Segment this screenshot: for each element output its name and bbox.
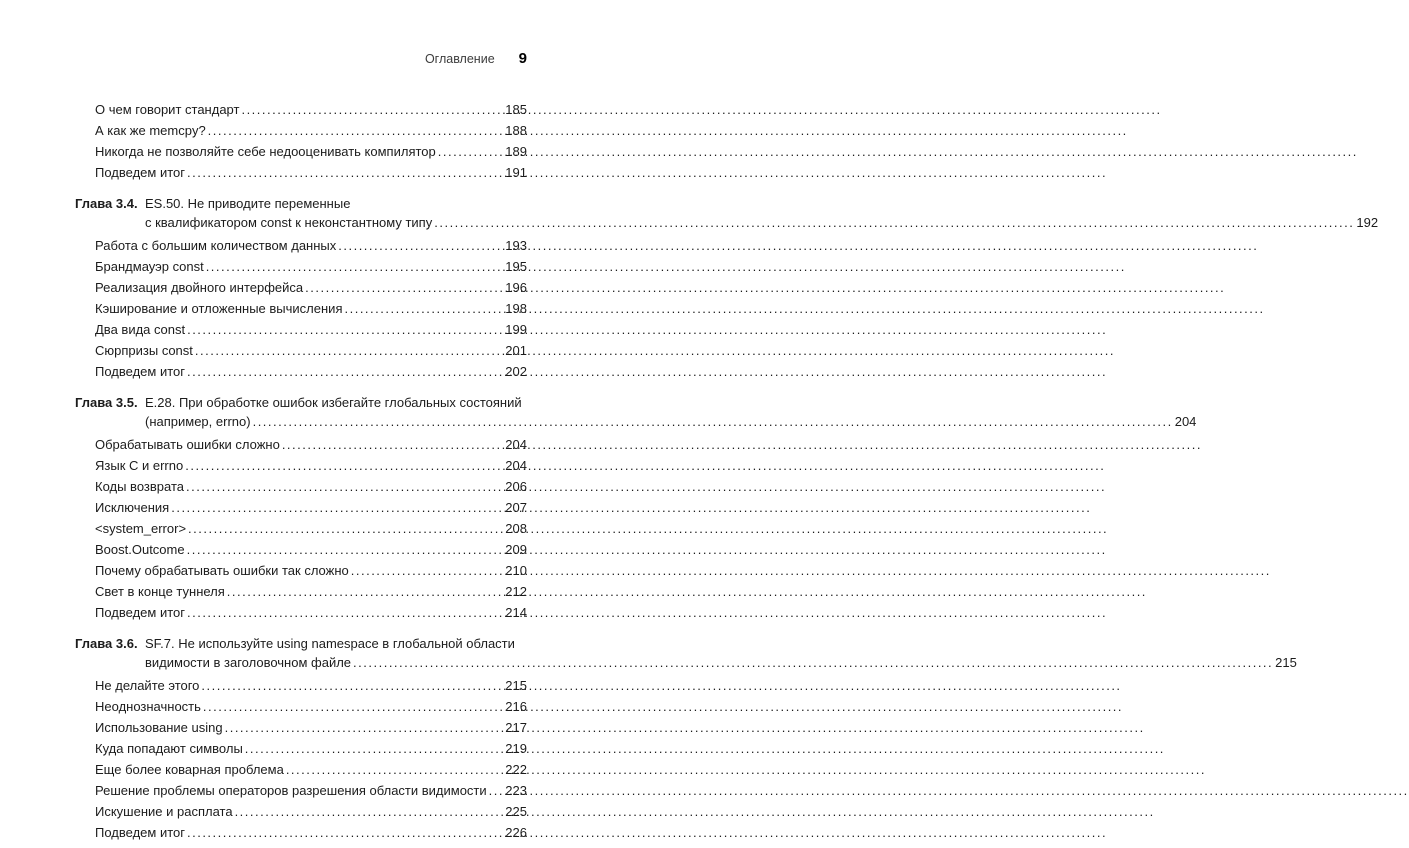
chapter-heading bbox=[75, 194, 1379, 232]
toc-entry bbox=[75, 539, 527, 560]
dot-leader bbox=[206, 256, 504, 277]
chapter-title bbox=[145, 393, 1196, 431]
entry-title: Boost.Outcome bbox=[95, 542, 185, 557]
header-title: Оглавление bbox=[424, 52, 495, 66]
entry-title: Подведем итог bbox=[95, 825, 185, 840]
entry-title: Не делайте этого bbox=[95, 678, 200, 693]
chapter-title-line-with-page bbox=[145, 653, 1297, 672]
chapter-heading bbox=[75, 634, 1297, 672]
entry-page-number: 195 bbox=[505, 259, 527, 274]
dot-leader bbox=[344, 298, 503, 319]
entry-title: Реализация двойного интерфейса bbox=[95, 280, 304, 295]
page-header bbox=[75, 50, 527, 67]
chapter-title-line-with-page bbox=[145, 213, 1378, 232]
entry-title: О чем говорит стандарт bbox=[95, 102, 240, 117]
toc-entry bbox=[75, 120, 527, 141]
dot-leader bbox=[195, 340, 503, 361]
entry-title: <system_error> bbox=[95, 521, 187, 536]
dot-leader bbox=[351, 560, 504, 581]
chapter-page-number: 204 bbox=[1174, 414, 1197, 429]
entry-page-number: 217 bbox=[505, 720, 527, 735]
toc-entry bbox=[75, 434, 527, 455]
dot-leader bbox=[186, 476, 503, 497]
chapter-title-text: ES.50. Не приводите переменные bbox=[145, 196, 351, 211]
dot-leader bbox=[305, 277, 503, 298]
toc-list bbox=[75, 99, 1379, 843]
entry-title: Коды возврата bbox=[95, 479, 184, 494]
entry-title: Еще более коварная проблема bbox=[95, 762, 284, 777]
chapter-page-number: 192 bbox=[1356, 215, 1379, 230]
entry-page-number: 198 bbox=[505, 301, 527, 316]
entry-title: Неоднозначность bbox=[95, 699, 201, 714]
dot-leader bbox=[241, 99, 503, 120]
toc-entry bbox=[75, 822, 527, 843]
entry-page-number: 207 bbox=[505, 500, 527, 515]
dot-leader bbox=[245, 738, 504, 759]
chapter-label: Глава 3.4. bbox=[75, 196, 138, 211]
entry-title: Никогда не позволяйте себе недооценивать компилятор bbox=[95, 144, 436, 159]
toc-entry bbox=[75, 235, 527, 256]
dot-leader bbox=[434, 213, 1354, 232]
dot-leader bbox=[188, 518, 503, 539]
entry-title: Куда попадают символы bbox=[95, 741, 243, 756]
dot-leader bbox=[208, 120, 504, 141]
entry-page-number: 223 bbox=[505, 783, 527, 798]
entry-page-number: 216 bbox=[505, 699, 527, 714]
header-page-number: 9 bbox=[518, 50, 527, 67]
chapter-page-number: 215 bbox=[1275, 655, 1297, 670]
entry-title: Свет в конце туннеля bbox=[95, 584, 225, 599]
dot-leader bbox=[438, 141, 504, 162]
entry-page-number: 206 bbox=[505, 479, 527, 494]
toc-entry bbox=[75, 738, 527, 759]
chapter-heading bbox=[75, 393, 1197, 431]
toc-entry bbox=[75, 581, 527, 602]
entry-title: Подведем итог bbox=[95, 364, 185, 379]
chapter-title-text: E.28. При обработке ошибок избегайте глобальных состояний bbox=[145, 395, 522, 410]
chapter-label: Глава 3.5. bbox=[75, 395, 138, 410]
entry-page-number: 210 bbox=[505, 563, 527, 578]
entry-title: Подведем итог bbox=[95, 605, 185, 620]
toc-entry bbox=[75, 298, 527, 319]
dot-leader bbox=[187, 319, 503, 340]
chapter-title bbox=[145, 194, 1378, 232]
entry-title: Искушение и расплата bbox=[95, 804, 233, 819]
toc-entry bbox=[75, 340, 527, 361]
toc-entry bbox=[75, 99, 527, 120]
chapter-title-text: видимости в заголовочном файле bbox=[145, 655, 352, 670]
entry-page-number: 199 bbox=[505, 322, 527, 337]
chapter-label: Глава 3.6. bbox=[75, 636, 138, 651]
entry-page-number: 208 bbox=[505, 521, 527, 536]
entry-title: Работа с большим количеством данных bbox=[95, 238, 337, 253]
dot-leader bbox=[187, 539, 504, 560]
chapter-title-text: с квалификатором const к неконстантному типу bbox=[145, 215, 433, 230]
toc-entry bbox=[75, 256, 527, 277]
entry-page-number: 214 bbox=[505, 605, 527, 620]
entry-page-number: 189 bbox=[505, 144, 527, 159]
toc-entry bbox=[75, 675, 527, 696]
dot-leader bbox=[187, 602, 503, 623]
dot-leader bbox=[253, 412, 1173, 431]
toc-entry bbox=[75, 602, 527, 623]
entry-title: Язык C и errno bbox=[95, 458, 184, 473]
entry-page-number: 204 bbox=[505, 458, 527, 473]
dot-leader bbox=[353, 653, 1273, 672]
entry-page-number: 212 bbox=[505, 584, 527, 599]
entry-page-number: 188 bbox=[505, 123, 527, 138]
chapter-title-text: SF.7. Не используйте using namespace в глобальной области bbox=[145, 636, 515, 651]
dot-leader bbox=[338, 235, 503, 256]
entry-page-number: 196 bbox=[505, 280, 527, 295]
entry-title: А как же memcpy? bbox=[95, 123, 206, 138]
entry-title: Два вида const bbox=[95, 322, 186, 337]
entry-title: Почему обрабатывать ошибки так сложно bbox=[95, 563, 349, 578]
toc-entry bbox=[75, 361, 527, 382]
toc-entry bbox=[75, 518, 527, 539]
toc-entry bbox=[75, 497, 527, 518]
dot-leader bbox=[489, 780, 504, 801]
entry-title: Кэширование и отложенные вычисления bbox=[95, 301, 343, 316]
chapter-title-line-with-page bbox=[145, 412, 1196, 431]
dot-leader bbox=[286, 759, 503, 780]
toc-entry bbox=[75, 717, 527, 738]
chapter-title bbox=[145, 634, 1297, 672]
entry-page-number: 185 bbox=[505, 102, 527, 117]
toc-entry bbox=[75, 277, 527, 298]
chapter-title-text: (например, errno) bbox=[145, 414, 251, 429]
entry-title: Брандмауэр const bbox=[95, 259, 204, 274]
entry-page-number: 201 bbox=[505, 343, 527, 358]
dot-leader bbox=[227, 581, 504, 602]
toc-entry bbox=[75, 560, 527, 581]
entry-title: Исключения bbox=[95, 500, 170, 515]
dot-leader bbox=[235, 801, 504, 822]
entry-title: Подведем итог bbox=[95, 165, 185, 180]
toc-entry bbox=[75, 141, 527, 162]
dot-leader bbox=[187, 822, 503, 843]
entry-title: Использование using bbox=[95, 720, 223, 735]
dot-leader bbox=[171, 497, 503, 518]
entry-title: Обрабатывать ошибки сложно bbox=[95, 437, 280, 452]
dot-leader bbox=[187, 162, 503, 183]
entry-page-number: 219 bbox=[505, 741, 527, 756]
entry-title: Решение проблемы операторов разрешения области видимости bbox=[95, 783, 487, 798]
entry-page-number: 225 bbox=[505, 804, 527, 819]
dot-leader bbox=[225, 717, 504, 738]
toc-entry bbox=[75, 476, 527, 497]
entry-page-number: 202 bbox=[505, 364, 527, 379]
entry-page-number: 209 bbox=[505, 542, 527, 557]
dot-leader bbox=[201, 675, 503, 696]
toc-entry bbox=[75, 696, 527, 717]
dot-leader bbox=[185, 455, 503, 476]
entry-page-number: 204 bbox=[505, 437, 527, 452]
toc-entry bbox=[75, 162, 527, 183]
entry-page-number: 222 bbox=[505, 762, 527, 777]
entry-title: Сюрпризы const bbox=[95, 343, 193, 358]
toc-entry bbox=[75, 759, 527, 780]
dot-leader bbox=[203, 696, 503, 717]
entry-page-number: 191 bbox=[505, 165, 527, 180]
entry-page-number: 215 bbox=[505, 678, 527, 693]
toc-entry bbox=[75, 780, 527, 801]
dot-leader bbox=[187, 361, 503, 382]
dot-leader bbox=[282, 434, 503, 455]
toc-entry bbox=[75, 319, 527, 340]
entry-page-number: 226 bbox=[505, 825, 527, 840]
entry-page-number: 193 bbox=[505, 238, 527, 253]
toc-entry bbox=[75, 455, 527, 476]
toc-entry bbox=[75, 801, 527, 822]
